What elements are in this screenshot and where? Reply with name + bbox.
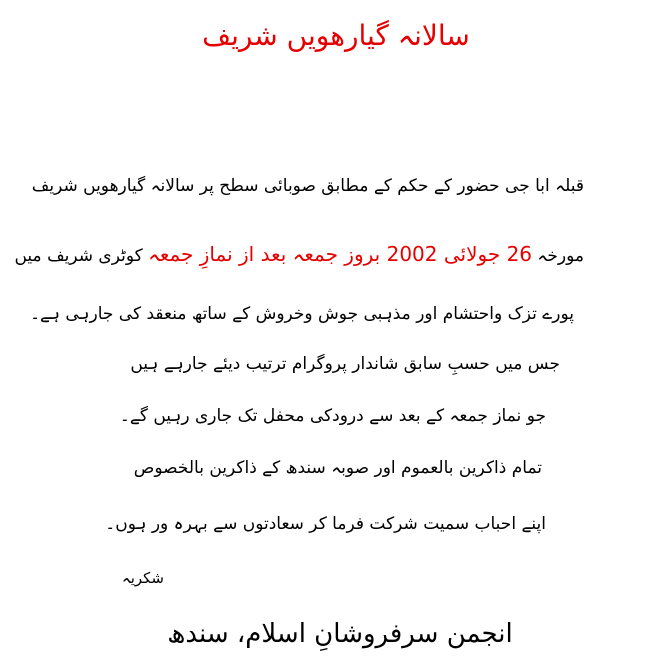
body-line-6: تمام ذاکرین بالعموم اور صوبہ سندھ کے ذاکرین بالخصوص: [133, 458, 542, 478]
body-line-5: جو نماز جمعہ کے بعد سے درودکی محفل تک جاری رہیں گے۔: [119, 406, 546, 426]
body-line-1: قبلہ ابا جی حضور کے حکم کے مطابق صوبائی سطح پر سالانہ گیارھویں شریف: [31, 176, 584, 196]
date-highlight: 26 جولائی 2002 بروز جمعہ بعد از نمازِ جمعہ: [148, 242, 533, 266]
body-line-2: [14, 242, 584, 268]
page-title: سالانہ گیارھویں شریف: [202, 19, 470, 52]
body-line-7: اپنے احباب سمیت شرکت فرما کر سعادتوں سے بہرہ ور ہوں۔: [105, 514, 546, 534]
organization-signature: انجمن سرفروشانِ اسلام، سندھ: [167, 619, 513, 649]
body-line-4: جس میں حسبِ سابق شاندار پروگرام ترتیب دیئے جارہے ہیں: [130, 354, 560, 374]
body-line-2-suffix: کوٹری شریف میں: [14, 246, 143, 266]
body-line-3: پورے تزک واحتشام اور مذہبی جوش وخروش کے ساتھ منعقد کی جارہی ہے۔: [30, 304, 574, 324]
body-line-2-prefix: مورخہ: [537, 246, 584, 266]
thanks-text: شکریہ: [121, 569, 164, 587]
